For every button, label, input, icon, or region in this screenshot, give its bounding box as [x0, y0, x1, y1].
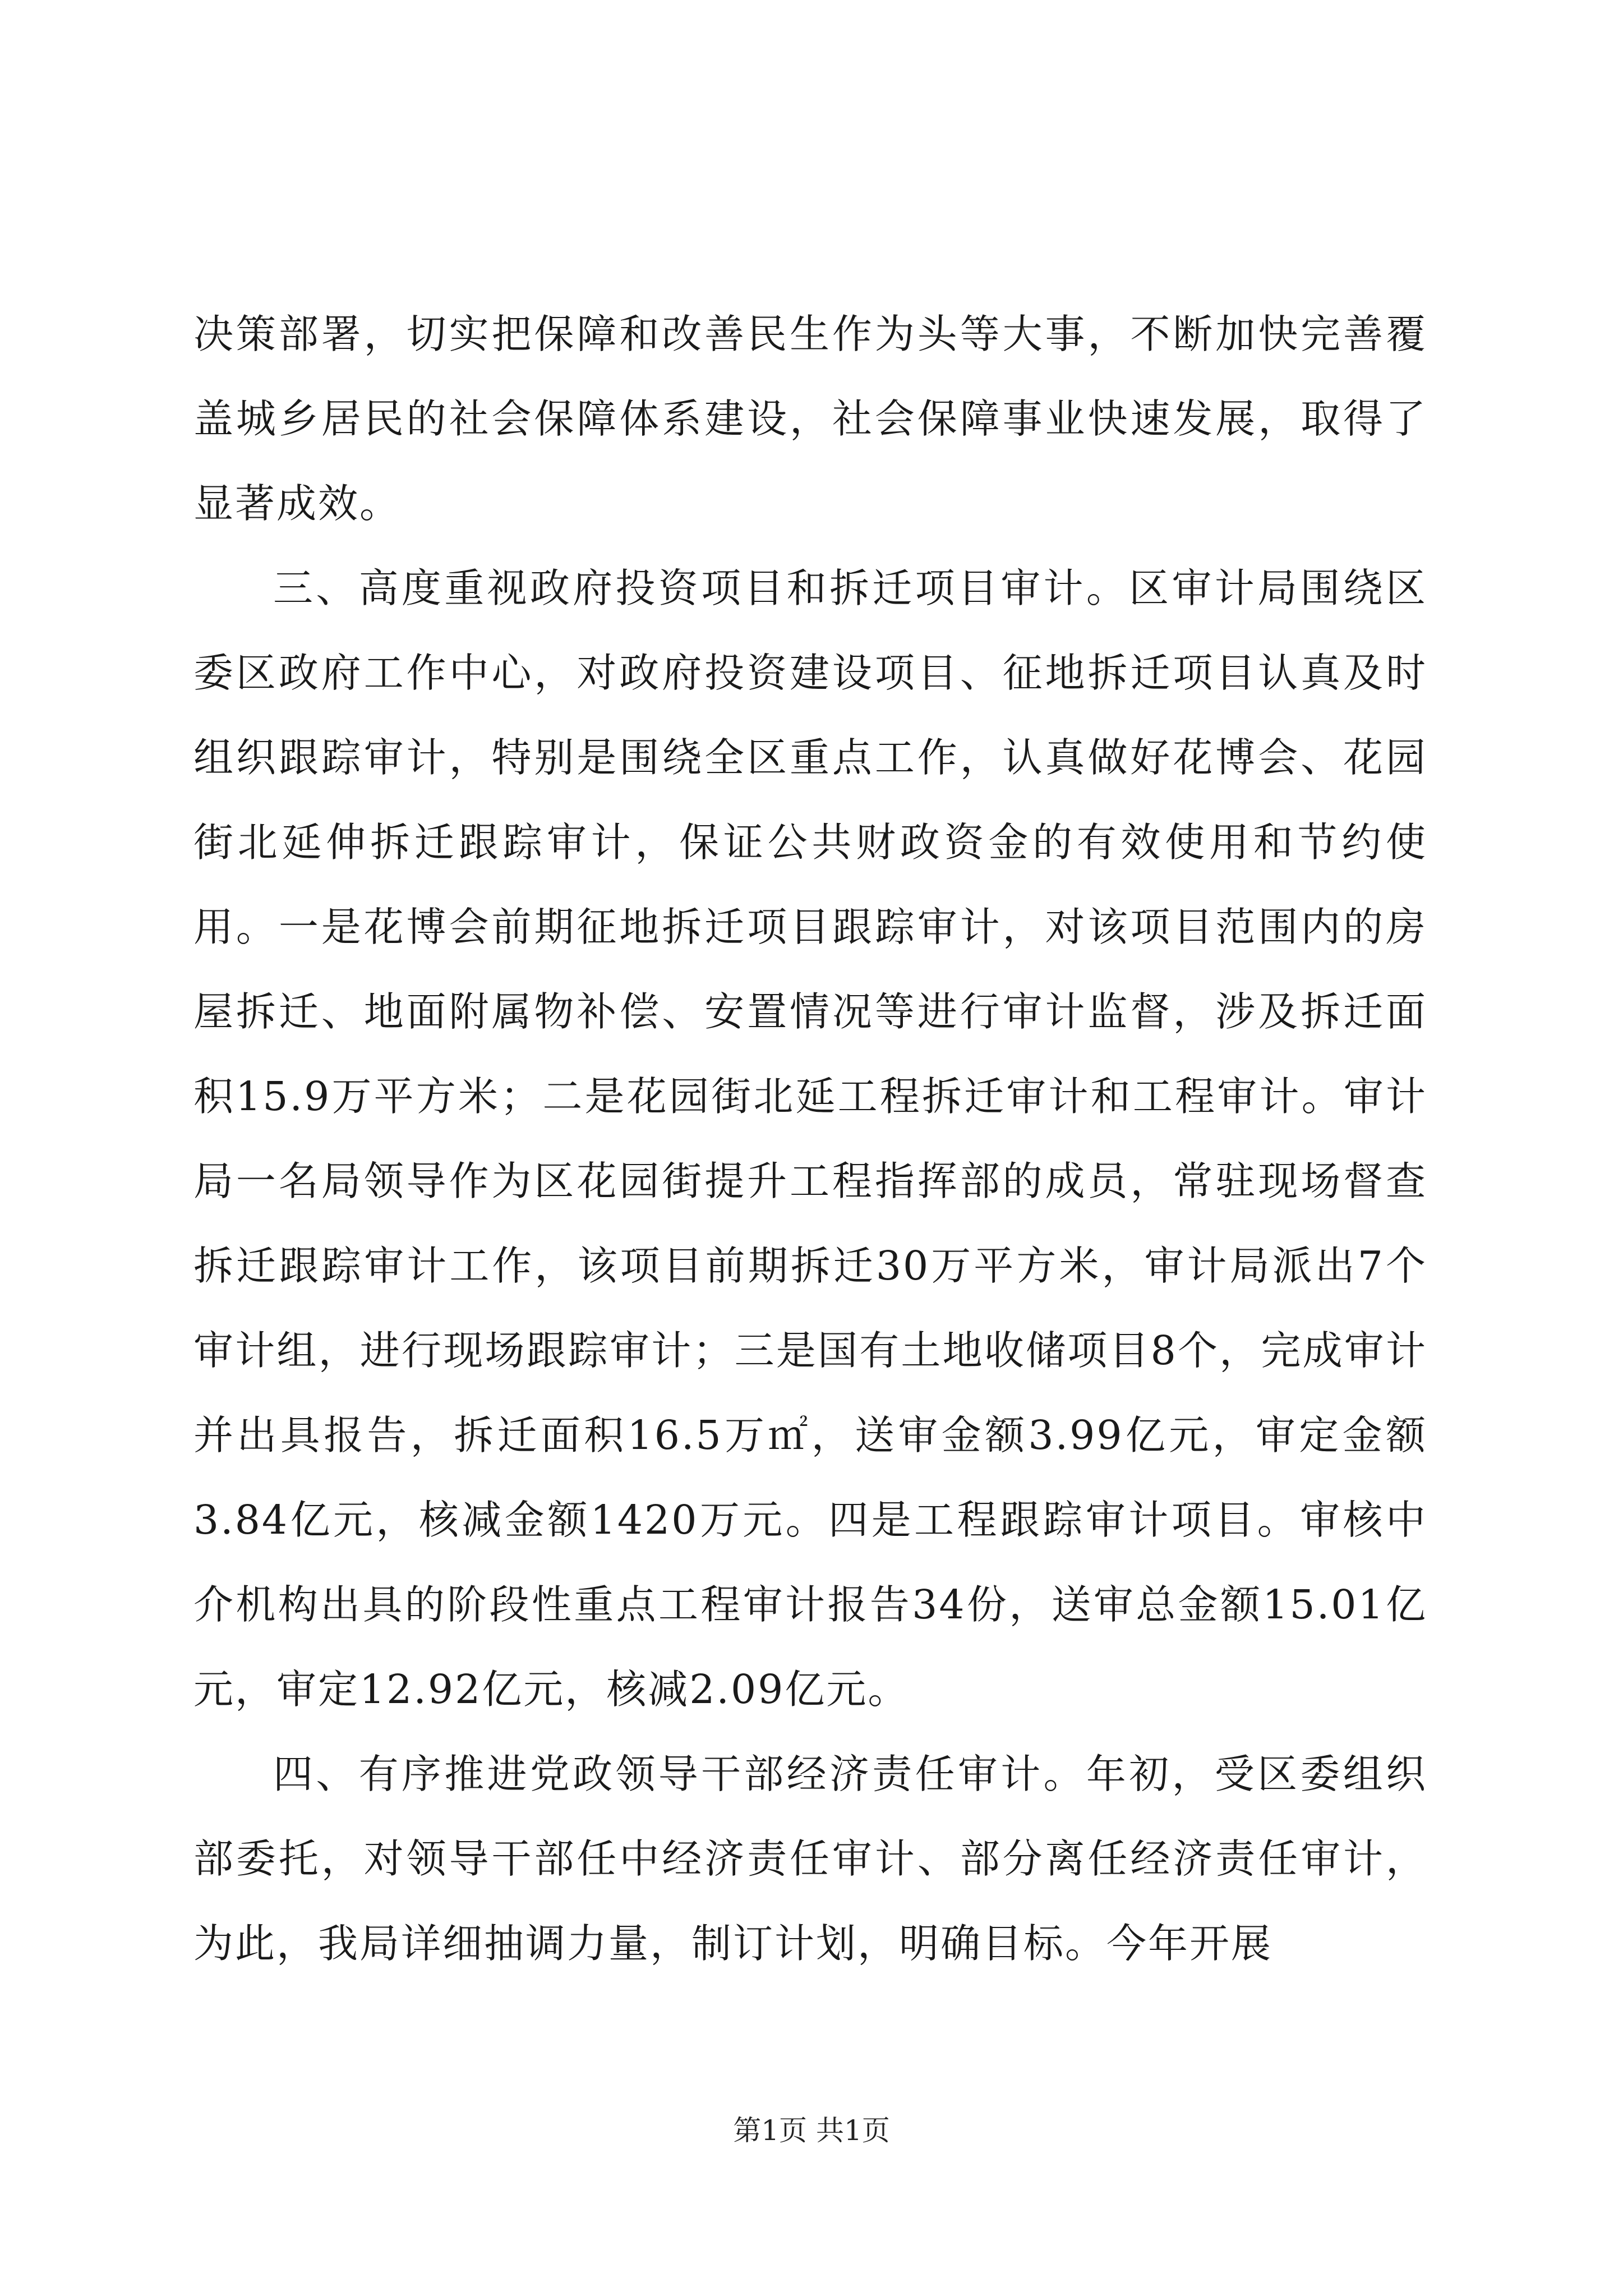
paragraph-2: 三、高度重视政府投资项目和拆迁项目审计。区审计局围绕区委区政府工作中心，对政府投资建设项目、征地拆迁项目认真及时组织跟踪审计，特别是围绕全区重点工作，认真做好花博会、花园街北延伸拆迁跟踪审计，保证公共财政资金的有效使用和节约使用。一是花博会前期征地拆迁项目跟踪审计，对该项目范围内的房屋拆迁、地面附属物补偿、安置情况等进行审计监督，涉及拆迁面积15.9万平方米；二是花园街北延工程拆迁审计和工程审计。审计局一名局领导作为区花园街提升工程指挥部的成员，常驻现场督查拆迁跟踪审计工作，该项目前期拆迁30万平方米，审计局派出7个审计组，进行现场跟踪审计；三是国有土地收储项目8个，完成审计并出具报告，拆迁面积16.5万㎡，送审金额3.99亿元，审定金额3.84亿元，核减金额1420万元。四是工程跟踪审计项目。审核中介机构出具的阶段性重点工程审计报告34份，送审总金额15.01亿元，审定12.92亿元，核减2.09亿元。: [193, 565, 1427, 1713]
document-body: [193, 292, 1427, 1986]
page-footer: 第1页 共1页: [733, 2114, 890, 2147]
paragraph-1: 决策部署，切实把保障和改善民生作为头等大事，不断加快完善覆盖城乡居民的社会保障体系建设，社会保障事业快速发展，取得了显著成效。: [193, 311, 1427, 527]
paragraph-3: 四、有序推进党政领导干部经济责任审计。年初，受区委组织部委托，对领导干部任中经济责任审计、部分离任经济责任审计，为此，我局详细抽调力量，制订计划，明确目标。今年开展: [193, 1751, 1427, 1967]
